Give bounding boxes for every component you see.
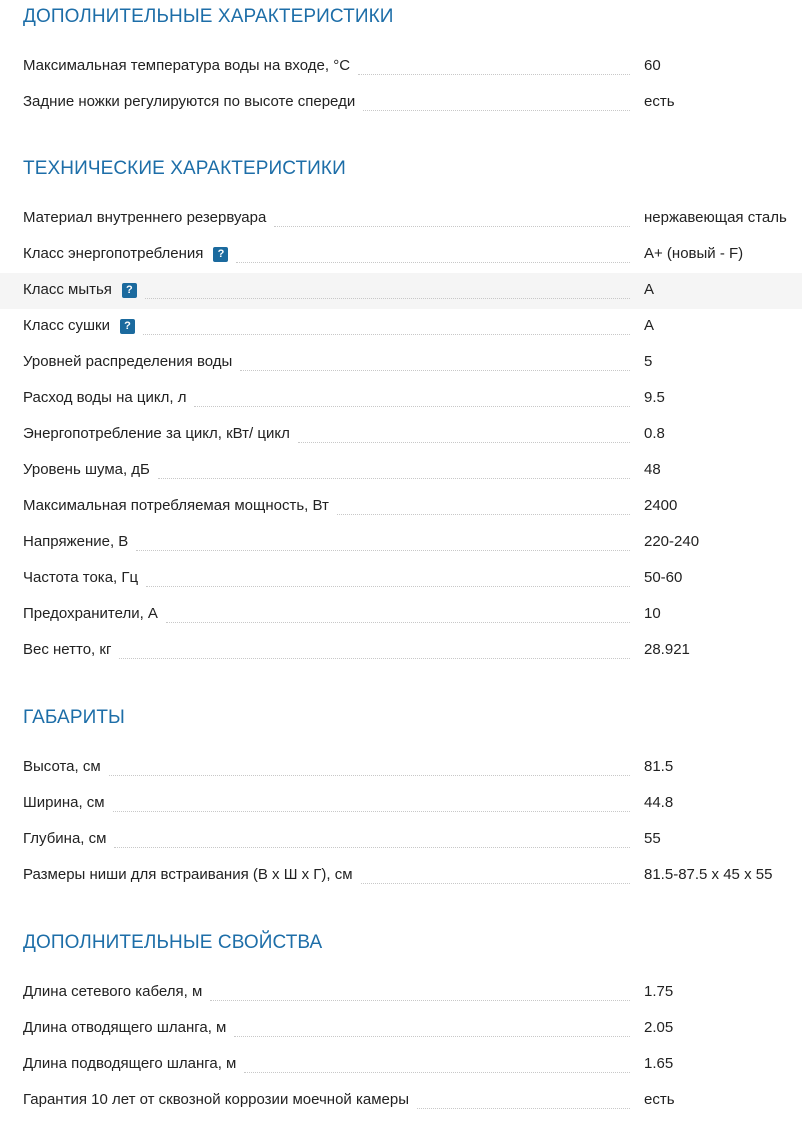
spec-label	[23, 640, 111, 660]
spec-label-text: Длина отводящего шланга, м	[23, 1019, 227, 1036]
spec-label	[23, 1054, 236, 1074]
spec-label-text: Максимальная потребляемая мощность, Вт	[23, 497, 329, 514]
spec-row	[0, 85, 802, 121]
dotted-leader	[337, 514, 630, 515]
spec-value: 28.921	[644, 641, 690, 658]
spec-label	[23, 757, 101, 777]
spec-value: 81.5-87.5 x 45 x 55	[644, 866, 773, 883]
dotted-leader	[158, 478, 630, 479]
dotted-leader	[298, 442, 630, 443]
spec-label-text: Материал внутреннего резервуара	[23, 209, 267, 226]
spec-value: есть	[644, 1091, 675, 1108]
spec-label-text: Гарантия 10 лет от сквозной коррозии моечной камеры	[23, 1091, 409, 1108]
spec-label	[23, 208, 266, 228]
spec-label	[23, 280, 137, 300]
dotted-leader	[145, 298, 630, 299]
spec-label-text: Класс мытья	[23, 281, 112, 298]
spec-value: 60	[644, 57, 661, 74]
spec-label	[23, 424, 290, 444]
spec-label-text: Частота тока, Гц	[23, 569, 139, 586]
dotted-leader	[234, 1036, 630, 1037]
spec-row	[0, 381, 802, 417]
spec-label-text: Ширина, см	[23, 794, 105, 811]
spec-value: A	[644, 281, 655, 298]
spec-label-text: Глубина, см	[23, 830, 107, 847]
spec-row	[0, 597, 802, 633]
dotted-leader	[274, 226, 630, 227]
spec-value: 1.75	[644, 983, 674, 1000]
spec-row	[0, 1011, 802, 1047]
help-icon[interactable]: ?	[122, 283, 137, 298]
dotted-leader	[363, 110, 630, 111]
spec-label	[23, 604, 158, 624]
spec-value: есть	[644, 93, 675, 110]
spec-label	[23, 1018, 226, 1038]
spec-label	[23, 982, 202, 1002]
spec-label	[23, 316, 135, 336]
dotted-leader	[361, 883, 630, 884]
spec-value: 81.5	[644, 758, 674, 775]
spec-label	[23, 793, 105, 813]
dotted-leader	[244, 1072, 630, 1073]
spec-row	[0, 750, 802, 786]
dotted-leader	[119, 658, 630, 659]
spec-label-text: Задние ножки регулируются по высоте спереди	[23, 93, 356, 110]
spec-value: 1.65	[644, 1055, 674, 1072]
spec-value: 220-240	[644, 533, 700, 550]
spec-value: 5	[644, 353, 653, 370]
spec-label	[23, 388, 186, 408]
section-title: ДОПОЛНИТЕЛЬНЫЕ СВОЙСТВА	[23, 932, 323, 953]
spec-label	[23, 92, 355, 112]
spec-value: 9.5	[644, 389, 665, 406]
spec-row	[0, 786, 802, 822]
dotted-leader	[113, 811, 630, 812]
dotted-leader	[136, 550, 630, 551]
spec-label-text: Класс энергопотребления	[23, 245, 204, 262]
spec-value: 2.05	[644, 1019, 674, 1036]
spec-row	[0, 453, 802, 489]
dotted-leader	[358, 74, 630, 75]
dotted-leader	[236, 262, 630, 263]
spec-row	[0, 633, 802, 669]
spec-label	[23, 496, 329, 516]
spec-label-text: Уровень шума, дБ	[23, 461, 150, 478]
dotted-leader	[143, 334, 630, 335]
spec-label-text: Вес нетто, кг	[23, 641, 112, 658]
spec-label	[23, 460, 150, 480]
spec-label-text: Максимальная температура воды на входе, °C	[23, 57, 351, 74]
spec-label-text: Расход воды на цикл, л	[23, 389, 187, 406]
dotted-leader	[109, 775, 630, 776]
spec-row	[0, 561, 802, 597]
spec-row	[0, 49, 802, 85]
dotted-leader	[417, 1108, 630, 1109]
spec-value: нержавеющая сталь	[644, 209, 787, 226]
spec-label	[23, 352, 232, 372]
spec-value: 50-60	[644, 569, 683, 586]
spec-row	[0, 273, 802, 309]
spec-value: 0.8	[644, 425, 665, 442]
dotted-leader	[210, 1000, 630, 1001]
spec-row	[0, 237, 802, 273]
spec-row	[0, 525, 802, 561]
spec-value: 44.8	[644, 794, 674, 811]
spec-value: 10	[644, 605, 661, 622]
help-icon[interactable]: ?	[213, 247, 228, 262]
dotted-leader	[114, 847, 630, 848]
spec-label-text: Длина подводящего шланга, м	[23, 1055, 237, 1072]
spec-label-text: Высота, см	[23, 758, 101, 775]
spec-label	[23, 244, 228, 264]
spec-label	[23, 1090, 409, 1110]
spec-value: A	[644, 317, 655, 334]
section-title: ДОПОЛНИТЕЛЬНЫЕ ХАРАКТЕРИСТИКИ	[23, 6, 394, 27]
spec-label-text: Класс сушки	[23, 317, 110, 334]
spec-row	[0, 822, 802, 858]
spec-label	[23, 568, 138, 588]
spec-label	[23, 865, 353, 885]
spec-value: 48	[644, 461, 661, 478]
spec-label-text: Напряжение, В	[23, 533, 129, 550]
spec-label-text: Энергопотребление за цикл, кВт/ цикл	[23, 425, 290, 442]
spec-label-text: Длина сетевого кабеля, м	[23, 983, 203, 1000]
spec-label-text: Предохранители, А	[23, 605, 158, 622]
spec-label-text: Размеры ниши для встраивания (В х Ш х Г), см	[23, 866, 353, 883]
spec-row	[0, 975, 802, 1011]
spec-row	[0, 858, 802, 894]
help-icon[interactable]: ?	[120, 319, 135, 334]
spec-label-text: Уровней распределения воды	[23, 353, 233, 370]
section-title: ТЕХНИЧЕСКИЕ ХАРАКТЕРИСТИКИ	[23, 158, 346, 179]
spec-row	[0, 345, 802, 381]
spec-row	[0, 201, 802, 237]
spec-row	[0, 1047, 802, 1083]
spec-label	[23, 829, 106, 849]
spec-row	[0, 309, 802, 345]
dotted-leader	[166, 622, 630, 623]
spec-value: 55	[644, 830, 661, 847]
spec-row	[0, 1083, 802, 1119]
spec-value: 2400	[644, 497, 678, 514]
spec-row	[0, 489, 802, 525]
spec-label	[23, 56, 350, 76]
dotted-leader	[194, 406, 630, 407]
dotted-leader	[240, 370, 630, 371]
spec-label	[23, 532, 128, 552]
spec-row	[0, 417, 802, 453]
dotted-leader	[146, 586, 630, 587]
section-title: ГАБАРИТЫ	[23, 707, 125, 728]
spec-value: A+ (новый - F)	[644, 245, 744, 262]
